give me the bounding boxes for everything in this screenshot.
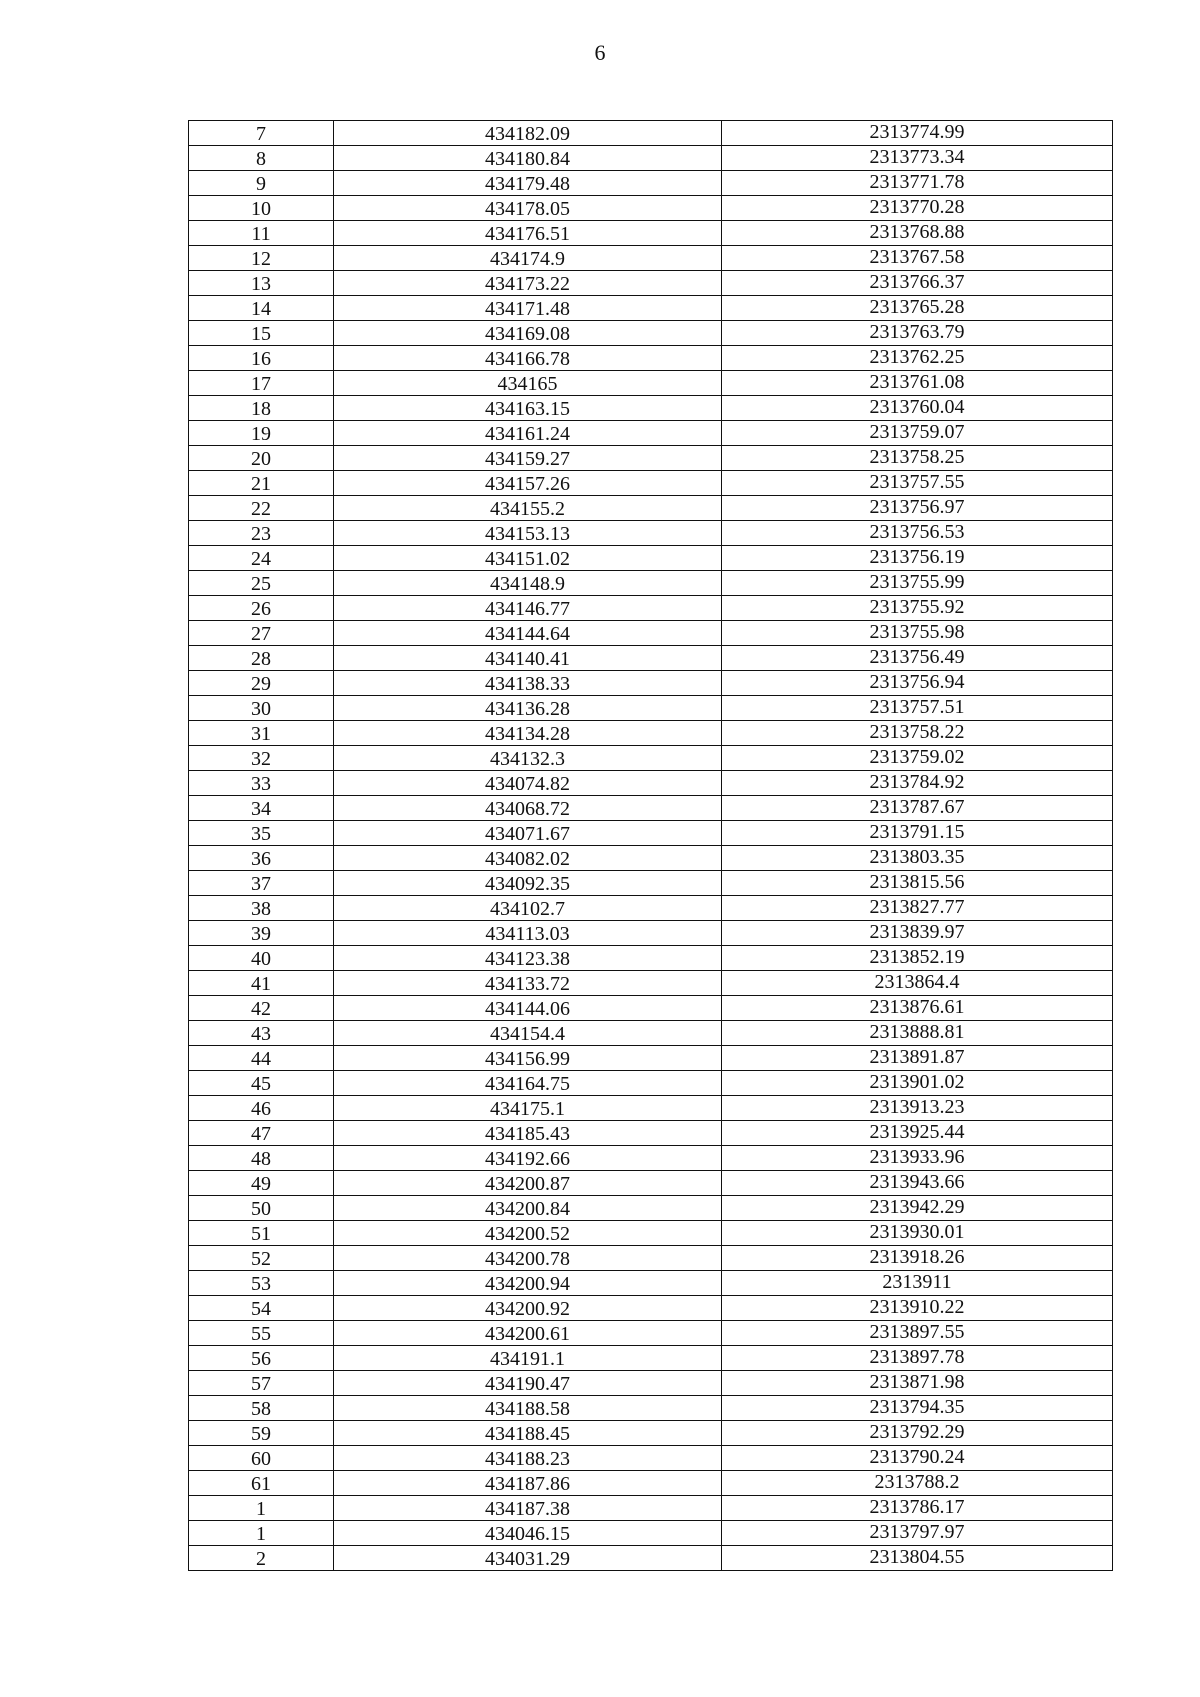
table-row [189,721,1113,746]
point-number-cell: 56 [189,1346,334,1371]
x-coordinate-cell: 434134.28 [334,721,722,746]
table-row [189,1071,1113,1096]
point-number-cell: 28 [189,646,334,671]
y-coordinate-cell: 2313891.87 [722,1046,1113,1071]
y-coordinate-cell: 2313759.07 [722,421,1113,446]
y-coordinate-cell: 2313901.02 [722,1071,1113,1096]
x-coordinate-cell: 434159.27 [334,446,722,471]
point-number-cell: 12 [189,246,334,271]
x-coordinate-cell: 434179.48 [334,171,722,196]
point-number-cell: 60 [189,1446,334,1471]
table-row [189,696,1113,721]
y-coordinate-cell: 2313756.19 [722,546,1113,571]
y-coordinate-cell: 2313930.01 [722,1221,1113,1246]
table-row [189,746,1113,771]
y-coordinate-cell: 2313911 [722,1271,1113,1296]
y-coordinate-cell: 2313943.66 [722,1171,1113,1196]
point-number-cell: 10 [189,196,334,221]
point-number-cell: 59 [189,1421,334,1446]
x-coordinate-cell: 434185.43 [334,1121,722,1146]
table-row [189,771,1113,796]
table-row [189,421,1113,446]
y-coordinate-cell: 2313763.79 [722,321,1113,346]
y-coordinate-cell: 2313803.35 [722,846,1113,871]
y-coordinate-cell: 2313913.23 [722,1096,1113,1121]
x-coordinate-cell: 434151.02 [334,546,722,571]
x-coordinate-cell: 434188.23 [334,1446,722,1471]
point-number-cell: 30 [189,696,334,721]
y-coordinate-cell: 2313767.58 [722,246,1113,271]
table-row [189,396,1113,421]
point-number-cell: 20 [189,446,334,471]
y-coordinate-cell: 2313910.22 [722,1296,1113,1321]
y-coordinate-cell: 2313786.17 [722,1496,1113,1521]
y-coordinate-cell: 2313774.99 [722,121,1113,146]
y-coordinate-cell: 2313757.51 [722,696,1113,721]
y-coordinate-cell: 2313770.28 [722,196,1113,221]
x-coordinate-cell: 434113.03 [334,921,722,946]
x-coordinate-cell: 434092.35 [334,871,722,896]
x-coordinate-cell: 434136.28 [334,696,722,721]
table-row [189,446,1113,471]
table-row [189,1346,1113,1371]
y-coordinate-cell: 2313768.88 [722,221,1113,246]
y-coordinate-cell: 2313791.15 [722,821,1113,846]
table-row [189,571,1113,596]
table-row [189,1246,1113,1271]
y-coordinate-cell: 2313755.98 [722,621,1113,646]
table-row [189,146,1113,171]
y-coordinate-cell: 2313792.29 [722,1421,1113,1446]
point-number-cell: 1 [189,1521,334,1546]
x-coordinate-cell: 434144.64 [334,621,722,646]
point-number-cell: 52 [189,1246,334,1271]
table-row [189,346,1113,371]
x-coordinate-cell: 434171.48 [334,296,722,321]
point-number-cell: 15 [189,321,334,346]
x-coordinate-cell: 434155.2 [334,496,722,521]
table-row [189,546,1113,571]
table-row [189,1021,1113,1046]
table-row [189,1471,1113,1496]
point-number-cell: 26 [189,596,334,621]
x-coordinate-cell: 434169.08 [334,321,722,346]
table-row [189,646,1113,671]
x-coordinate-cell: 434144.06 [334,996,722,1021]
x-coordinate-cell: 434200.84 [334,1196,722,1221]
x-coordinate-cell: 434176.51 [334,221,722,246]
point-number-cell: 49 [189,1171,334,1196]
x-coordinate-cell: 434182.09 [334,121,722,146]
x-coordinate-cell: 434200.52 [334,1221,722,1246]
point-number-cell: 58 [189,1396,334,1421]
point-number-cell: 42 [189,996,334,1021]
point-number-cell: 24 [189,546,334,571]
table-row [189,1121,1113,1146]
table-row [189,796,1113,821]
y-coordinate-cell: 2313918.26 [722,1246,1113,1271]
coordinates-table-body [189,121,1113,1571]
table-row [189,171,1113,196]
table-row [189,1371,1113,1396]
x-coordinate-cell: 434187.86 [334,1471,722,1496]
x-coordinate-cell: 434140.41 [334,646,722,671]
y-coordinate-cell: 2313876.61 [722,996,1113,1021]
x-coordinate-cell: 434200.92 [334,1296,722,1321]
y-coordinate-cell: 2313756.97 [722,496,1113,521]
x-coordinate-cell: 434133.72 [334,971,722,996]
point-number-cell: 45 [189,1071,334,1096]
y-coordinate-cell: 2313794.35 [722,1396,1113,1421]
point-number-cell: 7 [189,121,334,146]
x-coordinate-cell: 434173.22 [334,271,722,296]
y-coordinate-cell: 2313758.22 [722,721,1113,746]
y-coordinate-cell: 2313757.55 [722,471,1113,496]
y-coordinate-cell: 2313871.98 [722,1371,1113,1396]
table-row [189,846,1113,871]
point-number-cell: 37 [189,871,334,896]
x-coordinate-cell: 434200.61 [334,1321,722,1346]
x-coordinate-cell: 434148.9 [334,571,722,596]
table-row [189,1196,1113,1221]
table-row [189,896,1113,921]
y-coordinate-cell: 2313773.34 [722,146,1113,171]
table-row [189,321,1113,346]
point-number-cell: 39 [189,921,334,946]
y-coordinate-cell: 2313755.92 [722,596,1113,621]
point-number-cell: 19 [189,421,334,446]
x-coordinate-cell: 434180.84 [334,146,722,171]
y-coordinate-cell: 2313756.49 [722,646,1113,671]
point-number-cell: 53 [189,1271,334,1296]
point-number-cell: 31 [189,721,334,746]
y-coordinate-cell: 2313933.96 [722,1146,1113,1171]
point-number-cell: 23 [189,521,334,546]
table-row [189,1046,1113,1071]
y-coordinate-cell: 2313897.55 [722,1321,1113,1346]
x-coordinate-cell: 434178.05 [334,196,722,221]
table-row [189,921,1113,946]
table-row [189,196,1113,221]
x-coordinate-cell: 434082.02 [334,846,722,871]
point-number-cell: 38 [189,896,334,921]
point-number-cell: 17 [189,371,334,396]
y-coordinate-cell: 2313897.78 [722,1346,1113,1371]
x-coordinate-cell: 434200.78 [334,1246,722,1271]
y-coordinate-cell: 2313756.53 [722,521,1113,546]
y-coordinate-cell: 2313925.44 [722,1121,1113,1146]
table-row [189,1446,1113,1471]
point-number-cell: 22 [189,496,334,521]
y-coordinate-cell: 2313827.77 [722,896,1113,921]
y-coordinate-cell: 2313815.56 [722,871,1113,896]
x-coordinate-cell: 434138.33 [334,671,722,696]
point-number-cell: 16 [189,346,334,371]
y-coordinate-cell: 2313888.81 [722,1021,1113,1046]
point-number-cell: 25 [189,571,334,596]
x-coordinate-cell: 434174.9 [334,246,722,271]
y-coordinate-cell: 2313864.4 [722,971,1113,996]
y-coordinate-cell: 2313762.25 [722,346,1113,371]
table-row [189,296,1113,321]
y-coordinate-cell: 2313771.78 [722,171,1113,196]
x-coordinate-cell: 434074.82 [334,771,722,796]
table-row [189,496,1113,521]
table-row [189,1521,1113,1546]
x-coordinate-cell: 434191.1 [334,1346,722,1371]
point-number-cell: 14 [189,296,334,321]
x-coordinate-cell: 434153.13 [334,521,722,546]
y-coordinate-cell: 2313755.99 [722,571,1113,596]
y-coordinate-cell: 2313787.67 [722,796,1113,821]
table-row [189,996,1113,1021]
x-coordinate-cell: 434192.66 [334,1146,722,1171]
point-number-cell: 32 [189,746,334,771]
table-row [189,221,1113,246]
point-number-cell: 55 [189,1321,334,1346]
table-row [189,971,1113,996]
point-number-cell: 11 [189,221,334,246]
x-coordinate-cell: 434102.7 [334,896,722,921]
y-coordinate-cell: 2313852.19 [722,946,1113,971]
y-coordinate-cell: 2313788.2 [722,1471,1113,1496]
point-number-cell: 8 [189,146,334,171]
y-coordinate-cell: 2313942.29 [722,1196,1113,1221]
table-row [189,946,1113,971]
x-coordinate-cell: 434132.3 [334,746,722,771]
point-number-cell: 48 [189,1146,334,1171]
x-coordinate-cell: 434031.29 [334,1546,722,1571]
x-coordinate-cell: 434123.38 [334,946,722,971]
x-coordinate-cell: 434166.78 [334,346,722,371]
x-coordinate-cell: 434154.4 [334,1021,722,1046]
table-row [189,621,1113,646]
x-coordinate-cell: 434175.1 [334,1096,722,1121]
y-coordinate-cell: 2313797.97 [722,1521,1113,1546]
point-number-cell: 35 [189,821,334,846]
y-coordinate-cell: 2313758.25 [722,446,1113,471]
x-coordinate-cell: 434188.58 [334,1396,722,1421]
point-number-cell: 1 [189,1496,334,1521]
point-number-cell: 54 [189,1296,334,1321]
table-row [189,1396,1113,1421]
table-row [189,1296,1113,1321]
table-row [189,271,1113,296]
table-row [189,1271,1113,1296]
point-number-cell: 50 [189,1196,334,1221]
table-row [189,1546,1113,1571]
coordinates-table [188,120,1113,1571]
x-coordinate-cell: 434165 [334,371,722,396]
point-number-cell: 40 [189,946,334,971]
table-row [189,1221,1113,1246]
table-row [189,1171,1113,1196]
y-coordinate-cell: 2313784.92 [722,771,1113,796]
y-coordinate-cell: 2313790.24 [722,1446,1113,1471]
point-number-cell: 18 [189,396,334,421]
point-number-cell: 2 [189,1546,334,1571]
point-number-cell: 21 [189,471,334,496]
x-coordinate-cell: 434164.75 [334,1071,722,1096]
x-coordinate-cell: 434071.67 [334,821,722,846]
x-coordinate-cell: 434200.87 [334,1171,722,1196]
table-row [189,1146,1113,1171]
x-coordinate-cell: 434161.24 [334,421,722,446]
point-number-cell: 29 [189,671,334,696]
point-number-cell: 34 [189,796,334,821]
point-number-cell: 43 [189,1021,334,1046]
table-row [189,521,1113,546]
point-number-cell: 57 [189,1371,334,1396]
table-row [189,871,1113,896]
y-coordinate-cell: 2313766.37 [722,271,1113,296]
x-coordinate-cell: 434188.45 [334,1421,722,1446]
point-number-cell: 51 [189,1221,334,1246]
y-coordinate-cell: 2313804.55 [722,1546,1113,1571]
table-row [189,121,1113,146]
y-coordinate-cell: 2313760.04 [722,396,1113,421]
table-row [189,1496,1113,1521]
x-coordinate-cell: 434156.99 [334,1046,722,1071]
y-coordinate-cell: 2313756.94 [722,671,1113,696]
page-number: 6 [594,40,606,65]
point-number-cell: 47 [189,1121,334,1146]
point-number-cell: 13 [189,271,334,296]
point-number-cell: 27 [189,621,334,646]
point-number-cell: 46 [189,1096,334,1121]
table-row [189,246,1113,271]
table-row [189,821,1113,846]
table-row [189,1421,1113,1446]
x-coordinate-cell: 434190.47 [334,1371,722,1396]
point-number-cell: 61 [189,1471,334,1496]
x-coordinate-cell: 434068.72 [334,796,722,821]
point-number-cell: 33 [189,771,334,796]
table-row [189,596,1113,621]
y-coordinate-cell: 2313839.97 [722,921,1113,946]
x-coordinate-cell: 434157.26 [334,471,722,496]
point-number-cell: 44 [189,1046,334,1071]
x-coordinate-cell: 434163.15 [334,396,722,421]
y-coordinate-cell: 2313761.08 [722,371,1113,396]
y-coordinate-cell: 2313765.28 [722,296,1113,321]
point-number-cell: 41 [189,971,334,996]
point-number-cell: 9 [189,171,334,196]
y-coordinate-cell: 2313759.02 [722,746,1113,771]
table-row [189,1096,1113,1121]
table-row [189,1321,1113,1346]
x-coordinate-cell: 434146.77 [334,596,722,621]
table-row [189,371,1113,396]
x-coordinate-cell: 434200.94 [334,1271,722,1296]
point-number-cell: 36 [189,846,334,871]
table-row [189,671,1113,696]
x-coordinate-cell: 434046.15 [334,1521,722,1546]
table-row [189,471,1113,496]
x-coordinate-cell: 434187.38 [334,1496,722,1521]
